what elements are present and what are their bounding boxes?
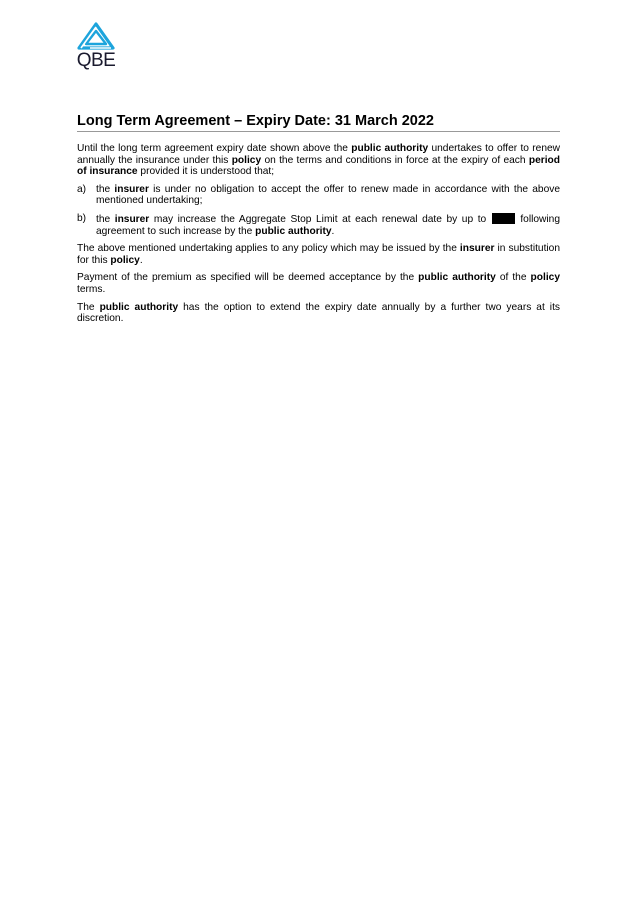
term-insurer: insurer (114, 213, 150, 225)
text-fragment: the (96, 183, 115, 195)
text-fragment: has the option to extend the expiry date annually by a further two years at its discretion. (77, 301, 560, 325)
term-insurer: insurer (114, 183, 149, 195)
substitution-paragraph (77, 243, 560, 266)
qbe-logo (73, 22, 119, 74)
intro-text-1: Until the long term agreement expiry date shown above the (77, 143, 352, 154)
text-fragment: following agreement to such increase by the (96, 213, 560, 237)
intro-text-2: undertakes to offer to renew annually the insurance under this (77, 143, 561, 166)
term-public-authority: public authority (99, 301, 179, 313)
option-paragraph (77, 302, 560, 325)
text-fragment: terms. (77, 283, 106, 295)
list-marker-a: a) (77, 183, 87, 195)
text-fragment: may increase the Aggregate Stop Limit at each renewal date by up to (149, 213, 491, 225)
intro-paragraph (77, 143, 560, 178)
term-public-authority: public authority (255, 225, 332, 237)
intro-text-3: on the terms and conditions in force at the expiry of each (261, 154, 529, 166)
text-fragment: . (331, 225, 335, 237)
list-marker-b: b) (77, 212, 87, 224)
text-fragment: is under no obligation to accept the offer to renew made in accordance with the above mentioned undertaking; (96, 183, 560, 207)
list-text-a (96, 184, 560, 207)
intro-text-4: provided it is understood that; (137, 166, 275, 178)
logo-wordmark: QBE (76, 50, 116, 71)
term-insurer: insurer (459, 243, 495, 255)
text-fragment: the (96, 213, 115, 225)
term-policy: policy (110, 254, 140, 266)
text-fragment: in substitution for this (77, 243, 561, 266)
page-title: Long Term Agreement – Expiry Date: 31 March 2022 (77, 112, 560, 132)
text-fragment: Payment of the premium as specified will be deemed acceptance by the (77, 272, 419, 284)
term-public-authority: public authority (351, 143, 429, 154)
list-text-b (96, 213, 560, 237)
qbe-logo-mark-icon (73, 22, 119, 52)
document-body (77, 143, 560, 331)
text-fragment: . (139, 254, 143, 266)
term-public-authority: public authority (418, 272, 496, 284)
term-period-of-insurance: period of insurance (77, 154, 560, 178)
term-policy: policy (231, 154, 262, 166)
term-policy: policy (530, 272, 560, 284)
list-item-b (77, 213, 560, 237)
text-fragment: The above mentioned undertaking applies to any policy which may be issued by the (77, 243, 460, 255)
text-fragment: The (77, 301, 100, 313)
text-fragment: of the (495, 272, 531, 284)
redaction-block (492, 213, 515, 224)
payment-paragraph (77, 272, 560, 295)
list-item-a (77, 184, 560, 207)
